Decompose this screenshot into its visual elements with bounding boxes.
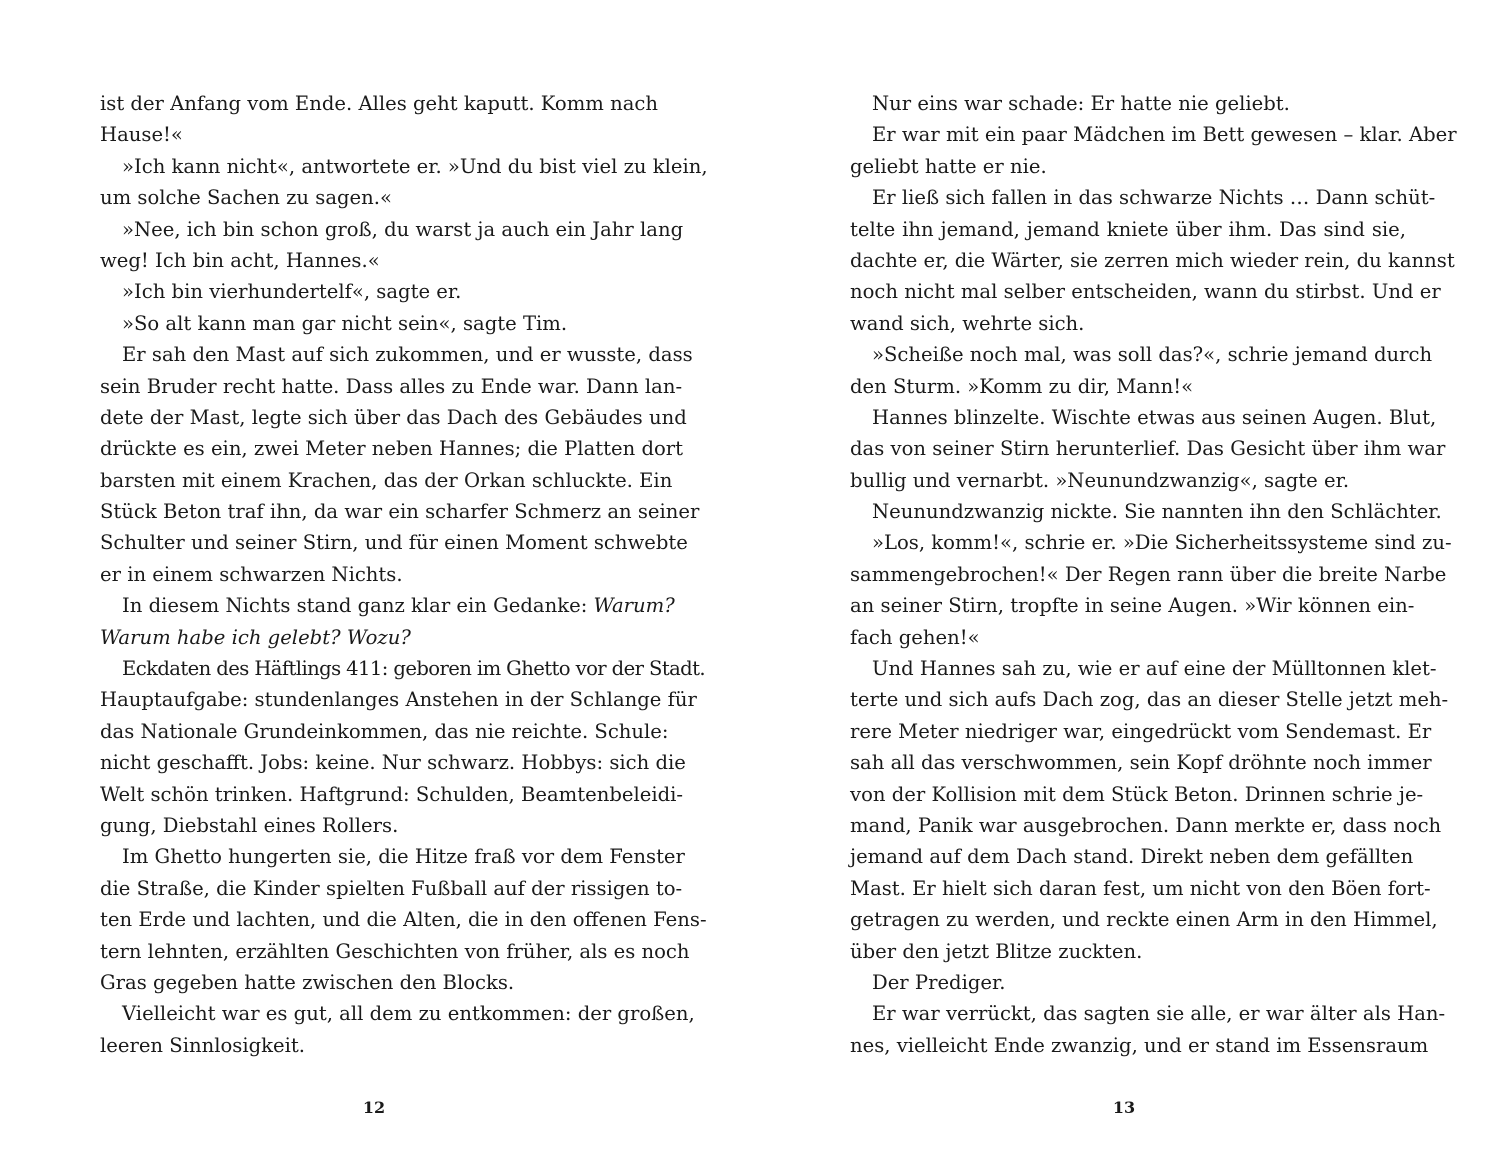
text-line: wand sich, wehrte sich. <box>850 311 1085 335</box>
page-number-left: 12 <box>362 1098 386 1117</box>
text-line: Gras gegeben hatte zwischen den Blocks. <box>100 970 515 994</box>
text-line: sein Bruder recht hatte. Dass alles zu Ende war. Dann lan- <box>100 374 683 398</box>
text-line: Im Ghetto hungerten sie, die Hitze fraß vor dem Fenster <box>122 845 685 869</box>
text-line: das Nationale Grundeinkommen, das nie reichte. Schule: <box>100 719 669 743</box>
text-line: den Sturm. »Komm zu dir, Mann!« <box>850 374 1194 398</box>
text-line: Vielleicht war es gut, all dem zu entkommen: der großen, <box>122 1002 695 1026</box>
text-line: »So alt kann man gar nicht sein«, sagte Tim. <box>122 311 568 335</box>
text-line: Er war mit ein paar Mädchen im Bett gewesen – klar. Aber <box>872 123 1457 147</box>
text-line: getragen zu werden, und reckte einen Arm in den Himmel, <box>850 908 1438 932</box>
italic-thought: Warum habe ich gelebt? Wozu? <box>100 625 411 649</box>
text-line: noch nicht mal selber entscheiden, wann du stirbst. Und er <box>850 280 1441 304</box>
text-line: gung, Diebstahl eines Rollers. <box>100 813 399 837</box>
text-line: mand, Panik war ausgebrochen. Dann merkte er, dass noch <box>850 813 1442 837</box>
text-segment: In diesem Nichts stand ganz klar ein Gedanke: <box>122 594 594 618</box>
text-line: Er sah den Mast auf sich zukommen, und er wusste, dass <box>122 343 693 367</box>
text-line: fach gehen!« <box>850 625 980 649</box>
text-line: Schulter und seiner Stirn, und für einen Moment schwebte <box>100 531 688 555</box>
text-line: »Ich kann nicht«, antwortete er. »Und du bist viel zu klein, <box>122 154 708 178</box>
text-line <box>100 590 675 621</box>
page-number-right: 13 <box>1112 1098 1136 1117</box>
text-line: Hannes blinzelte. Wischte etwas aus seinen Augen. Blut, <box>872 405 1437 429</box>
text-line: Mast. Er hielt sich daran fest, um nicht von den Böen fort- <box>850 876 1431 900</box>
text-line: nicht geschafft. Jobs: keine. Nur schwarz. Hobbys: sich die <box>100 751 686 775</box>
text-line: dete der Mast, legte sich über das Dach des Gebäudes und <box>100 405 687 429</box>
text-line: nes, vielleicht Ende zwanzig, und er stand im Essensraum <box>850 1033 1429 1057</box>
text-line: sah all das verschwommen, sein Kopf dröhnte noch immer <box>850 751 1432 775</box>
text-line: über den jetzt Blitze zuckten. <box>850 939 1143 963</box>
text-line: von der Kollision mit dem Stück Beton. Drinnen schrie je- <box>850 782 1424 806</box>
text-line: terte und sich aufs Dach zog, das an dieser Stelle jetzt meh- <box>850 688 1449 712</box>
text-line: Nur eins war schade: Er hatte nie geliebt. <box>872 92 1290 115</box>
text-line: Und Hannes sah zu, wie er auf eine der Mülltonnen klet- <box>872 657 1437 681</box>
text-line: Er war verrückt, das sagten sie alle, er war älter als Han- <box>872 1002 1446 1026</box>
text-line: sammengebrochen!« Der Regen rann über die breite Narbe <box>850 562 1447 586</box>
right-page-text <box>850 88 1457 1061</box>
text-line: Stück Beton traf ihn, da war ein scharfer Schmerz an seiner <box>100 500 700 524</box>
text-line: Hause!« <box>100 123 183 147</box>
text-line: tern lehnten, erzählten Geschichten von früher, als es noch <box>100 939 690 963</box>
text-line: Der Prediger. <box>872 970 1006 994</box>
text-line: Er ließ sich fallen in das schwarze Nichts … Dann schüt- <box>872 186 1436 210</box>
text-line: barsten mit einem Krachen, das der Orkan schluckte. Ein <box>100 468 673 492</box>
text-line: Neunundzwanzig nickte. Sie nannten ihn den Schlächter. <box>872 500 1442 524</box>
text-line: telte ihn jemand, jemand kniete über ihm. Das sind sie, <box>850 217 1406 241</box>
text-line: Hauptaufgabe: stundenlanges Anstehen in der Schlange für <box>100 688 697 712</box>
text-line: jemand auf dem Dach stand. Direkt neben dem gefällten <box>850 845 1414 869</box>
text-line: »Nee, ich bin schon groß, du warst ja auch ein Jahr lang <box>122 217 684 241</box>
left-page-text <box>100 88 708 1061</box>
text-line: leeren Sinnlosigkeit. <box>100 1033 305 1057</box>
text-line: »Ich bin vierhundertelf«, sagte er. <box>122 280 462 304</box>
text-line: dachte er, die Wärter, sie zerren mich wieder rein, du kannst <box>850 248 1455 272</box>
text-line: »Scheiße noch mal, was soll das?«, schrie jemand durch <box>872 343 1433 367</box>
text-line: das von seiner Stirn herunterlief. Das Gesicht über ihm war <box>850 437 1446 461</box>
text-line: Welt schön trinken. Haftgrund: Schulden, Beamtenbeleidi- <box>100 782 684 806</box>
text-line: weg! Ich bin acht, Hannes.« <box>100 248 380 272</box>
text-line: an seiner Stirn, tropfte in seine Augen. »Wir können ein- <box>850 594 1415 618</box>
text-line: er in einem schwarzen Nichts. <box>100 562 403 586</box>
text-line: ist der Anfang vom Ende. Alles geht kaputt. Komm nach <box>100 92 658 115</box>
text-line: drückte es ein, zwei Meter neben Hannes; die Platten dort <box>100 437 684 461</box>
text-line: bullig und vernarbt. »Neunundzwanzig«, sagte er. <box>850 468 1350 492</box>
italic-thought: Warum? <box>593 594 675 618</box>
text-line: Eckdaten des Häftlings 411: geboren im Ghetto vor der Stadt. <box>122 657 706 681</box>
text-line: rere Meter niedriger war, eingedrückt vom Sendemast. Er <box>850 719 1432 743</box>
text-line: »Los, komm!«, schrie er. »Die Sicherheitssysteme sind zu- <box>872 531 1452 555</box>
text-line: geliebt hatte er nie. <box>850 154 1047 178</box>
text-line: um solche Sachen zu sagen.« <box>100 186 392 210</box>
text-line: ten Erde und lachten, und die Alten, die in den offenen Fens- <box>100 908 707 932</box>
text-line: die Straße, die Kinder spielten Fußball auf der rissigen to- <box>100 876 683 900</box>
